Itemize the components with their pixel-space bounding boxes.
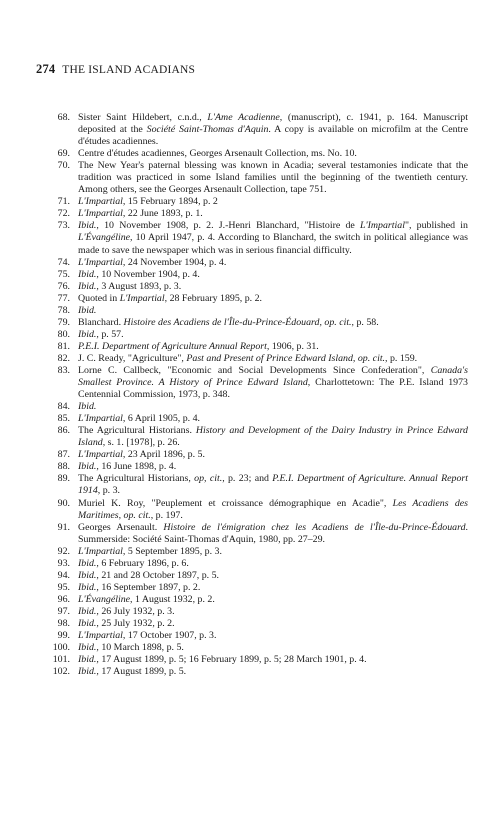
endnote-number: 68.	[57, 112, 70, 123]
endnote-text: Ibid., 25 July 1932, p. 2.	[78, 617, 175, 629]
endnote-number: 83.	[57, 364, 70, 376]
endnote-text: Ibid., 3 August 1893, p. 3.	[78, 280, 182, 292]
endnotes-list	[42, 112, 468, 678]
endnote-text: Blanchard. Histoire des Acadiens de l'Île-du-Prince-Édouard, op. cit., p. 58.	[78, 316, 379, 328]
endnote-number: 94.	[57, 569, 70, 581]
endnote-number: 80.	[57, 328, 70, 340]
endnote-75	[42, 269, 468, 281]
endnote-text: The Agricultural Historians, op, cit., p. 23; and P.E.I. Department of Agriculture. Annual Report 1914, p. 3.	[78, 473, 468, 497]
endnote-number: 95.	[57, 581, 70, 593]
endnote-78	[42, 305, 468, 317]
endnote-number: 96.	[57, 593, 70, 605]
endnote-96	[42, 594, 468, 606]
endnote-number: 100.	[52, 642, 70, 654]
endnote-69	[42, 148, 468, 160]
endnote-88	[42, 461, 468, 473]
endnote-71	[42, 196, 468, 208]
endnote-number: 89.	[57, 473, 70, 485]
endnote-79	[42, 317, 468, 329]
endnote-text: Ibid., 26 July 1932, p. 3.	[78, 605, 175, 617]
endnote-number: 81.	[57, 340, 70, 352]
endnote-text: L'Impartial, 23 April 1896, p. 5.	[78, 449, 205, 461]
endnote-98	[42, 618, 468, 630]
endnote-number: 75.	[57, 268, 70, 280]
endnote-number: 101.	[52, 654, 70, 666]
endnote-72	[42, 208, 468, 220]
endnote-number: 77.	[57, 292, 70, 304]
endnote-text: Ibid.	[78, 401, 97, 413]
endnote-text: Ibid., p. 57.	[78, 328, 124, 340]
endnote-97	[42, 606, 468, 618]
endnote-91	[42, 522, 468, 546]
endnote-number: 74.	[57, 256, 70, 268]
endnote-82	[42, 353, 468, 365]
endnote-number: 72.	[57, 208, 70, 220]
endnote-number: 79.	[57, 316, 70, 328]
endnote-text: Ibid., 21 and 28 October 1897, p. 5.	[78, 569, 219, 581]
endnote-90	[42, 498, 468, 522]
running-header	[36, 62, 195, 77]
endnote-number: 84.	[57, 401, 70, 413]
endnote-text: Ibid., 10 March 1898, p. 5.	[78, 642, 184, 654]
endnote-number: 98.	[57, 617, 70, 629]
endnote-81	[42, 341, 468, 353]
endnote-86	[42, 425, 468, 449]
endnote-text: Ibid., 6 February 1896, p. 6.	[78, 557, 189, 569]
endnote-text: L'Impartial, 17 October 1907, p. 3.	[78, 630, 217, 642]
endnote-83	[42, 365, 468, 401]
endnote-text: L'Impartial, 6 April 1905, p. 4.	[78, 413, 201, 425]
endnote-text: Muriel K. Roy, "Peuplement et croissance démographique en Acadie", Les Acadiens des Maritimes, op. cit., p. 197.	[78, 497, 468, 521]
endnote-text: Ibid.	[78, 304, 97, 316]
endnote-76	[42, 281, 468, 293]
endnote-102	[42, 666, 468, 678]
running-title: THE ISLAND ACADIANS	[62, 64, 196, 76]
endnote-89	[42, 473, 468, 497]
endnote-text: Ibid., 10 November 1908, p. 2. J.-Henri Blanchard, "Histoire de L'Impartial", published in L'Évangéline, 10 April 1947, p. 4. According to Blanchard, the switch in political allegiance was made to save the newspaper which was in serious financial difficulty.	[78, 220, 468, 256]
endnote-text: L'Impartial, 22 June 1893, p. 1.	[78, 208, 203, 220]
endnote-text: Ibid., 17 August 1899, p. 5.	[78, 666, 187, 678]
endnote-number: 91.	[57, 521, 70, 533]
endnote-number: 73.	[57, 220, 70, 232]
endnote-93	[42, 558, 468, 570]
endnote-text: Ibid., 10 November 1904, p. 4.	[78, 268, 200, 280]
endnote-94	[42, 570, 468, 582]
endnote-text: Lorne C. Callbeck, "Economic and Social Developments Since Confederation", Canada's Smallest Province. A History of Prince Edward Island, Charlottetown: The P.E. Island 1973 Centennial Commission, 1973, p. 348.	[78, 364, 468, 401]
endnote-100	[42, 642, 468, 654]
endnote-text: J. C. Ready, "Agriculture", Past and Present of Prince Edward Island, op. cit., p. 159.	[78, 352, 418, 364]
endnote-number: 71.	[57, 196, 70, 208]
endnote-number: 82.	[57, 352, 70, 364]
endnote-70	[42, 160, 468, 196]
endnote-number: 92.	[57, 545, 70, 557]
endnote-73	[42, 220, 468, 256]
endnote-number: 90.	[57, 497, 70, 509]
endnote-text: L'Évangéline, 1 August 1932, p. 2.	[78, 593, 215, 605]
endnote-number: 87.	[57, 449, 70, 461]
endnote-text: Ibid., 16 September 1897, p. 2.	[78, 581, 201, 593]
endnote-95	[42, 582, 468, 594]
endnote-number: 76.	[57, 280, 70, 292]
endnote-text: Centre d'études acadiennes, Georges Arsenault Collection, ms. No. 10.	[78, 148, 357, 160]
endnote-text: Ibid., 17 August 1899, p. 5; 16 February 1899, p. 5; 28 March 1901, p. 4.	[78, 654, 367, 666]
endnote-87	[42, 449, 468, 461]
endnote-text: Ibid., 16 June 1898, p. 4.	[78, 461, 177, 473]
endnote-text: L'Impartial, 5 September 1895, p. 3.	[78, 545, 222, 557]
endnote-text: Sister Saint Hildebert, c.n.d., L'Ame Acadienne, (manuscript), c. 1941, p. 164. Manuscript deposited at the Société Saint-Thomas d'Aquin. A copy is available on microfilm at the Centre d'études acadiennes.	[78, 112, 468, 148]
endnote-number: 78.	[57, 304, 70, 316]
endnote-text: Georges Arsenault. Histoire de l'émigration chez les Acadiens de l'Île-du-Prince-Édouard. Summerside: Société Saint-Thomas d'Aquin, 1980, pp. 27–29.	[78, 521, 468, 545]
endnote-101	[42, 654, 468, 666]
endnote-85	[42, 413, 468, 425]
endnote-number: 85.	[57, 413, 70, 425]
endnote-74	[42, 257, 468, 269]
page-number: 274	[36, 62, 56, 76]
endnote-99	[42, 630, 468, 642]
endnote-number: 88.	[57, 461, 70, 473]
endnote-text: L'Impartial, 24 November 1904, p. 4.	[78, 256, 227, 268]
endnote-80	[42, 329, 468, 341]
endnote-text: Quoted in L'Impartial, 28 February 1895, p. 2.	[78, 292, 262, 304]
endnote-number: 93.	[57, 557, 70, 569]
endnote-text: The Agricultural Historians. History and Development of the Dairy Industry in Prince Edward Island, s. 1. [1978], p. 26.	[78, 425, 468, 449]
endnote-text: L'Impartial, 15 February 1894, p. 2	[78, 196, 218, 208]
endnote-number: 69.	[57, 148, 70, 160]
endnote-77	[42, 293, 468, 305]
endnote-text: P.E.I. Department of Agriculture Annual Report, 1906, p. 31.	[78, 340, 319, 352]
endnote-number: 102.	[52, 666, 70, 678]
endnote-number: 97.	[57, 605, 70, 617]
endnote-68	[42, 112, 468, 148]
endnote-number: 70.	[57, 160, 70, 172]
endnote-text: The New Year's paternal blessing was known in Acadia; several testamonies indicate that the tradition was practiced in some Island families until the beginning of the twentieth century. Among others, see the Georges Arsenault Collection, tape 751.	[78, 160, 468, 196]
endnote-92	[42, 546, 468, 558]
endnote-number: 99.	[57, 630, 70, 642]
endnote-84	[42, 401, 468, 413]
endnote-number: 86.	[57, 425, 70, 437]
